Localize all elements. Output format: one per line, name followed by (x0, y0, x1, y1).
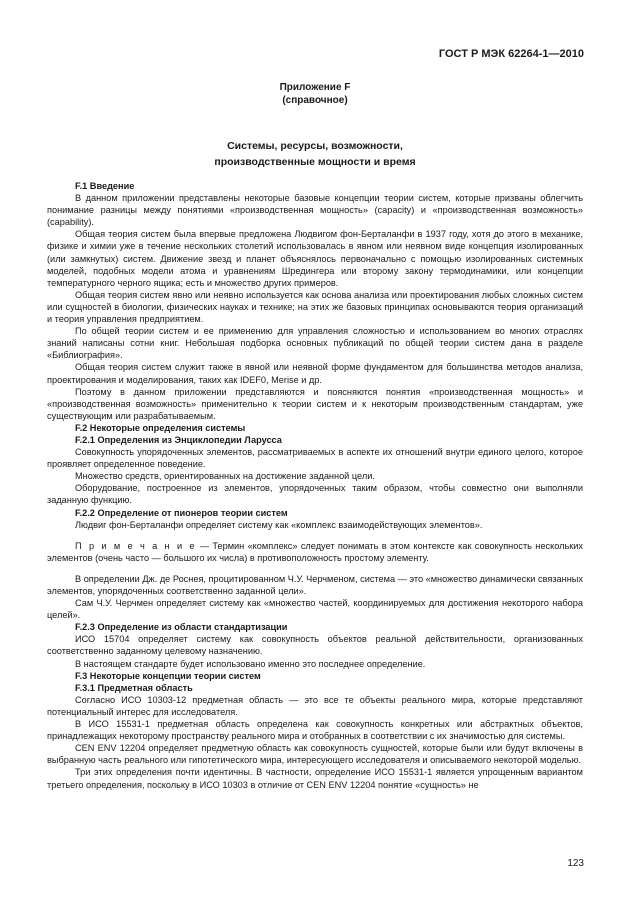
paragraph: Общая теория систем была впервые предложена Людвигом фон-Берталанфи в 1937 году, хотя до этого в механике, физике и химии уже в течение нескольких столетий использовалась в явном или неявном виде концепция изолированных (или замкнутых) систем. Движение звезд и планет объяснялось первоначально с помощью изолированных системных моделей, подобных модели атома и уравнениям Шредингера или второму закону термодинамики, или концепции температурного черного ящика; есть и множество других примеров. (47, 229, 583, 288)
section-heading-f22: F.2.2 Определение от пионеров теории систем (75, 507, 288, 518)
paragraph: В ИСО 15531-1 предметная область определена как совокупность конкретных или абстрактных объектов, принадлежащих некоторому пространству реального мира и отобранных в соответствии с их значимостью для системы. (47, 719, 583, 742)
paragraph: В настоящем стандарте будет использовано именно это последнее определение. (75, 658, 426, 669)
section-heading-f3: F.3 Некоторые концепции теории систем (75, 670, 261, 681)
paragraph: Общая теория систем явно или неявно используется как основа анализа или проектирования любых сложных систем или сущностей в биологии, физических науках и технике; на этих же базовых принципах основываются теория организаций и теория управления предприятием. (47, 289, 583, 325)
paragraph: Три этих определения почти идентичны. В частности, определение ИСО 15531-1 является упрощенным вариантом третьего определения, поскольку в ИСО 10303 в отличие от CEN ENV 12204 понятие «сущность» не (47, 767, 583, 790)
note-label: П р и м е ч а н и е (75, 540, 197, 551)
page-number: 123 (567, 858, 584, 869)
page-title-line1: Системы, ресурсы, возможности, (227, 140, 403, 152)
note (47, 540, 583, 564)
document-body (47, 180, 583, 791)
standard-code: ГОСТ Р МЭК 62264-1—2010 (438, 48, 584, 60)
paragraph: Людвиг фон-Берталанфи определяет систему как «комплекс взаимодействующих элементов». (75, 519, 483, 530)
section-heading-f23: F.2.3 Определение из области стандартизации (75, 622, 288, 633)
paragraph: Общая теория систем служит также в явной или неявной форме фундаментом для большинства методов анализа, проектирования и моделирования, таких как IDEF0, Merise и др. (47, 362, 583, 385)
appendix-type: (справочное) (282, 95, 348, 106)
paragraph: Согласно ИСО 10303-12 предметная область — это все те объекты реального мира, которые представляют потенциальный интерес для исследователя. (47, 694, 583, 717)
paragraph: В определении Дж. де Роснея, процитированном Ч.У. Черчменом, система — это «множество динамически связанных элементов, упорядоченных соответственно заданной цели». (47, 573, 583, 596)
note-text: — Термин «комплекс» следует понимать в этом контексте как совокупность нескольких элементов (очень часто — большого их числа) в противоположность простому элементу. (47, 540, 583, 563)
appendix-label: Приложение F (279, 82, 351, 93)
paragraph: Множество средств, ориентированных на достижение заданной цели. (75, 471, 375, 482)
section-heading-f31: F.3.1 Предметная область (75, 682, 193, 693)
section-heading-f21: F.2.1 Определения из Энциклопедии Ларусса (75, 434, 282, 445)
section-heading-f1: F.1 Введение (75, 181, 135, 191)
paragraph: ИСО 15704 определяет систему как совокупность объектов реальной действительности, организованных соответственно заданному целевому назначению. (47, 634, 583, 657)
paragraph: Совокупность упорядоченных элементов, рассматриваемых в аспекте их отношений внутри единого целого, которое проявляет определенное поведение. (47, 447, 583, 470)
paragraph: Оборудование, построенное из элементов, упорядоченных таким образом, чтобы совместно они выполняли заданную функцию. (47, 483, 583, 506)
section-heading-f2: F.2 Некоторые определения системы (75, 422, 246, 433)
paragraph: По общей теории систем и ее применению для управления сложностью и использованием во многих отраслях знаний написаны сотни книг. Небольшая подборка основных публикаций по общей теории систем дана в разделе «Библиография». (47, 326, 583, 361)
paragraph: В данном приложении представлены некоторые базовые концепции теории систем, которые призваны облегчить понимание разницы между понятиями «производственная мощность» (capacity) и «производственная возможность» (capability). (47, 193, 583, 228)
page-title-line2: производственные мощности и время (214, 156, 416, 168)
paragraph: Поэтому в данном приложении представляются и поясняются понятия «производственная мощность» и «производственная возможность» применительно к теории систем и к некоторым производственным стандартам, уже существующим или разрабатываемым. (47, 386, 583, 421)
paragraph: CEN ENV 12204 определяет предметную область как совокупность сущностей, которые были или будут включены в выбранную часть реального или гипотетического мира, интересующего исследователя и описываемого некоторой моделью. (47, 743, 583, 766)
paragraph: Сам Ч.У. Черчмен определяет систему как «множество частей, координируемых для достижения некоторого набора целей». (47, 598, 583, 621)
